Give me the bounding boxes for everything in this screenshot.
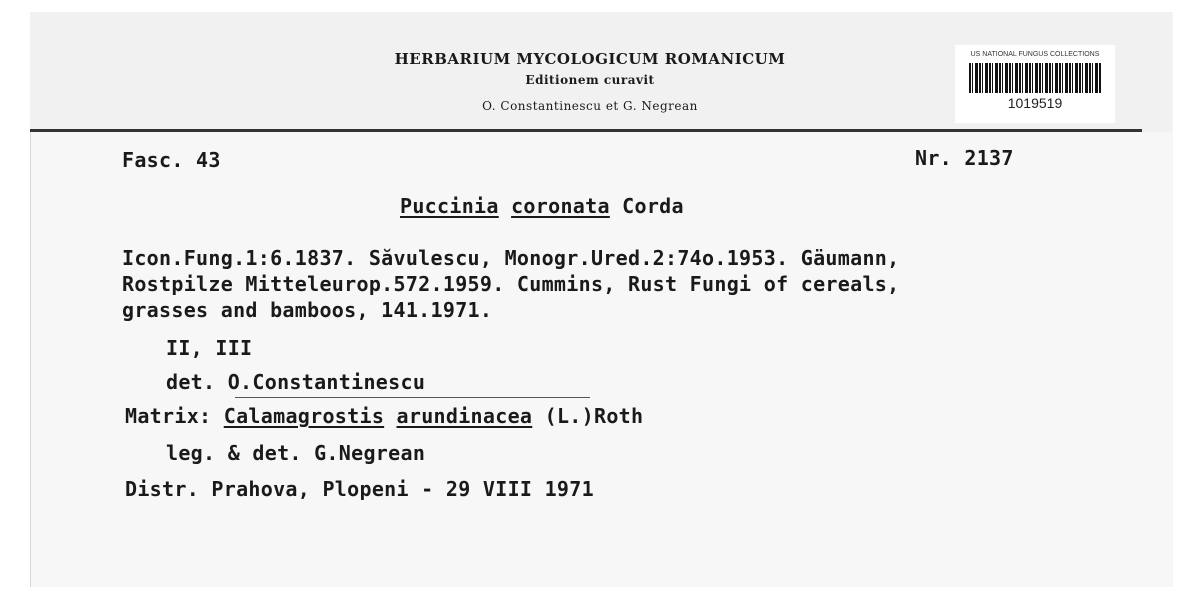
spore-stages: II, III (166, 336, 253, 360)
reference-line: Icon.Fung.1:6.1837. Săvulescu, Monogr.Ured.2:74o.1953. Gäumann, (122, 246, 900, 270)
reference-line: Rostpilze Mitteleurop.572.1959. Cummins, Rust Fungi of cereals, (122, 272, 900, 296)
determiner: det. O.Constantinescu (166, 370, 426, 394)
species-author: Corda (622, 194, 684, 218)
species-genus: Puccinia (400, 194, 499, 218)
barcode-collection: US NATIONAL FUNGUS COLLECTIONS (970, 51, 1100, 58)
barcode-sticker (955, 45, 1115, 123)
determiner-rule (235, 397, 590, 398)
herbarium-title: HERBARIUM MYCOLOGICUM ROMANICUM (394, 50, 786, 68)
collector: leg. & det. G.Negrean (166, 441, 426, 465)
fascicle: Fasc. 43 (122, 148, 221, 172)
reference-line: grasses and bamboos, 141.1971. (122, 298, 493, 322)
host-genus: Calamagrostis (223, 404, 385, 428)
exsiccata-number: Nr. 2137 (915, 146, 1014, 170)
barcode-icon (969, 63, 1101, 93)
matrix-label: Matrix: (125, 404, 212, 428)
barcode-number: 1019519 (1007, 95, 1063, 111)
matrix (125, 404, 643, 428)
host-author: (L.)Roth (544, 404, 644, 428)
header-divider (30, 129, 1142, 132)
distribution: Distr. Prahova, Plopeni - 29 VIII 1971 (125, 477, 594, 501)
herbarium-editors: O. Constantinescu et G. Negrean (482, 99, 698, 113)
host-epithet: arundinacea (396, 404, 533, 428)
species-epithet: coronata (511, 194, 610, 218)
species-name (400, 194, 684, 218)
herbarium-subtitle: Editionem curavit (525, 73, 655, 87)
